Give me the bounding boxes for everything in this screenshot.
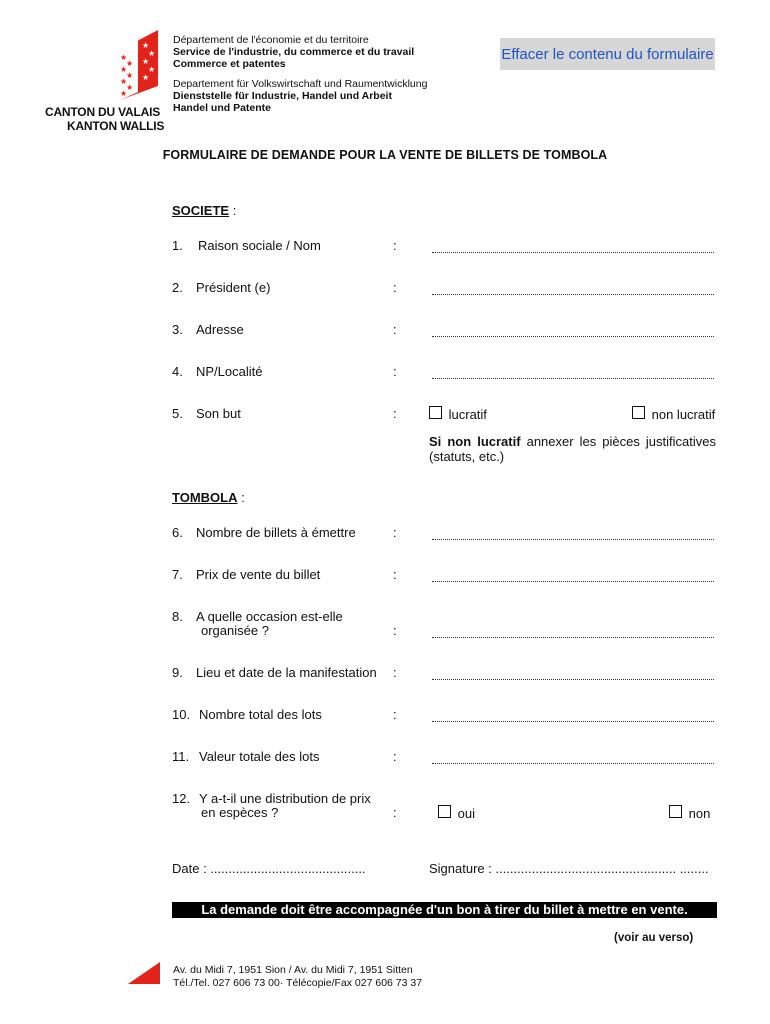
colon: : — [393, 406, 397, 421]
occasion-field[interactable] — [432, 623, 714, 638]
item-number: 4. — [172, 364, 183, 379]
adresse-field[interactable] — [432, 322, 714, 337]
section-tombola — [172, 490, 245, 505]
svg-text:★: ★ — [142, 57, 150, 66]
colon: : — [393, 665, 397, 680]
colon: : — [393, 238, 397, 253]
valeur-lots-field[interactable] — [432, 749, 714, 764]
note-bold: Si non lucratif — [429, 434, 521, 449]
svg-text:★: ★ — [120, 65, 128, 74]
colon: : — [393, 623, 397, 638]
lieu-date-field[interactable] — [432, 665, 714, 680]
item-number: 11. — [172, 749, 190, 764]
service-de: Dienststelle für Industrie, Handel und Arbeit — [173, 90, 392, 102]
svg-text:★: ★ — [126, 71, 134, 80]
footer-phone: Tél./Tel. 027 606 73 00· Télécopie/Fax 027 606 73 37 — [173, 977, 423, 989]
field-label-president: Président (e) — [196, 280, 271, 295]
svg-text:★: ★ — [142, 41, 150, 50]
dept-de: Departement für Volkswirtschaft und Raumentwicklung — [173, 78, 428, 90]
field-label-valeur-lots: Valeur totale des lots — [199, 749, 320, 764]
non-lucratif-label: non lucratif — [651, 407, 716, 422]
nombre-lots-field[interactable] — [432, 707, 714, 722]
oui-label: oui — [457, 806, 475, 821]
np-localite-field[interactable] — [432, 364, 714, 379]
colon: : — [393, 280, 397, 295]
field-label-nombre-billets: Nombre de billets à émettre — [196, 525, 356, 540]
tombola-heading-colon: : — [237, 490, 245, 505]
field-label-nombre-lots: Nombre total des lots — [199, 707, 322, 722]
item-number: 6. — [172, 525, 183, 540]
notice-banner: La demande doit être accompagnée d'un bon à tirer du billet à mettre en vente. — [172, 902, 717, 918]
colon: : — [393, 749, 397, 764]
item-number: 8. — [172, 609, 183, 624]
field-label-adresse: Adresse — [196, 322, 244, 337]
canton-valais-logo — [110, 30, 165, 100]
service-fr-sub: Commerce et patentes — [173, 58, 286, 70]
item-number: 1. — [172, 238, 183, 253]
colon: : — [393, 525, 397, 540]
svg-text:★: ★ — [142, 73, 150, 82]
canton-name-de: KANTON WALLIS — [67, 119, 165, 133]
field-label-distribution-prix-2: en espèces ? — [201, 805, 279, 820]
item-number: 2. — [172, 280, 183, 295]
note-text: annexer les pièces justificatives (statuts, etc.) — [429, 434, 716, 464]
non-label: non — [688, 806, 711, 821]
colon: : — [393, 805, 397, 820]
form-title: FORMULAIRE DE DEMANDE POUR LA VENTE DE BILLETS DE TOMBOLA — [162, 148, 608, 162]
item-number: 12. — [172, 791, 191, 806]
tombola-heading: TOMBOLA — [172, 490, 238, 505]
section-societe — [172, 203, 236, 218]
non-lucratif-checkbox[interactable] — [632, 406, 645, 419]
president-field[interactable] — [432, 280, 714, 295]
prix-billet-field[interactable] — [432, 567, 714, 582]
svg-text:★: ★ — [126, 59, 134, 68]
signature-field[interactable]: Signature : .................................................. ........ — [429, 861, 709, 876]
colon: : — [393, 364, 397, 379]
field-label-np-localite: NP/Localité — [196, 364, 263, 379]
item-number: 3. — [172, 322, 183, 337]
svg-text:★: ★ — [126, 83, 134, 92]
item-number: 7. — [172, 567, 183, 582]
field-label-occasion: A quelle occasion est-elle — [196, 609, 343, 624]
svg-text:★: ★ — [120, 77, 128, 86]
footer-triangle-logo — [128, 962, 160, 984]
item-number: 9. — [172, 665, 183, 680]
non-checkbox[interactable] — [669, 805, 682, 818]
voir-au-verso: (voir au verso) — [614, 932, 694, 944]
lucratif-label: lucratif — [448, 407, 487, 422]
colon: : — [393, 322, 397, 337]
item-number: 5. — [172, 406, 183, 421]
lucratif-checkbox[interactable] — [429, 406, 442, 419]
service-de-sub: Handel und Patente — [173, 102, 272, 114]
raison-sociale-field[interactable] — [432, 238, 714, 253]
colon: : — [393, 707, 397, 722]
service-fr: Service de l'industrie, du commerce et du travail — [173, 46, 415, 58]
societe-heading: SOCIETE — [172, 203, 230, 218]
colon: : — [393, 567, 397, 582]
oui-checkbox[interactable] — [438, 805, 451, 818]
societe-heading-colon: : — [229, 203, 237, 218]
clear-form-button[interactable]: Effacer le contenu du formulaire — [500, 38, 715, 70]
canton-name-fr: CANTON DU VALAIS — [45, 105, 161, 119]
footer-address: Av. du Midi 7, 1951 Sion / Av. du Midi 7, 1951 Sitten — [173, 964, 413, 976]
field-label-lieu-date: Lieu et date de la manifestation — [196, 665, 377, 680]
field-label-prix-billet: Prix de vente du billet — [196, 567, 321, 582]
svg-text:★: ★ — [148, 49, 156, 58]
item-number: 10. — [172, 707, 191, 722]
svg-text:★: ★ — [148, 65, 156, 74]
field-label-son-but: Son but — [196, 406, 241, 421]
nombre-billets-field[interactable] — [432, 525, 714, 540]
field-label-raison-sociale: Raison sociale / Nom — [198, 238, 321, 253]
dept-fr: Département de l'économie et du territoire — [173, 34, 369, 46]
field-label-distribution-prix: Y a-t-il une distribution de prix — [199, 791, 371, 806]
date-field[interactable]: Date : ........................................... — [172, 861, 366, 876]
non-lucratif-note — [429, 434, 716, 464]
svg-text:★: ★ — [120, 53, 128, 62]
field-label-occasion-2: organisée ? — [201, 623, 269, 638]
svg-text:★: ★ — [120, 89, 128, 98]
